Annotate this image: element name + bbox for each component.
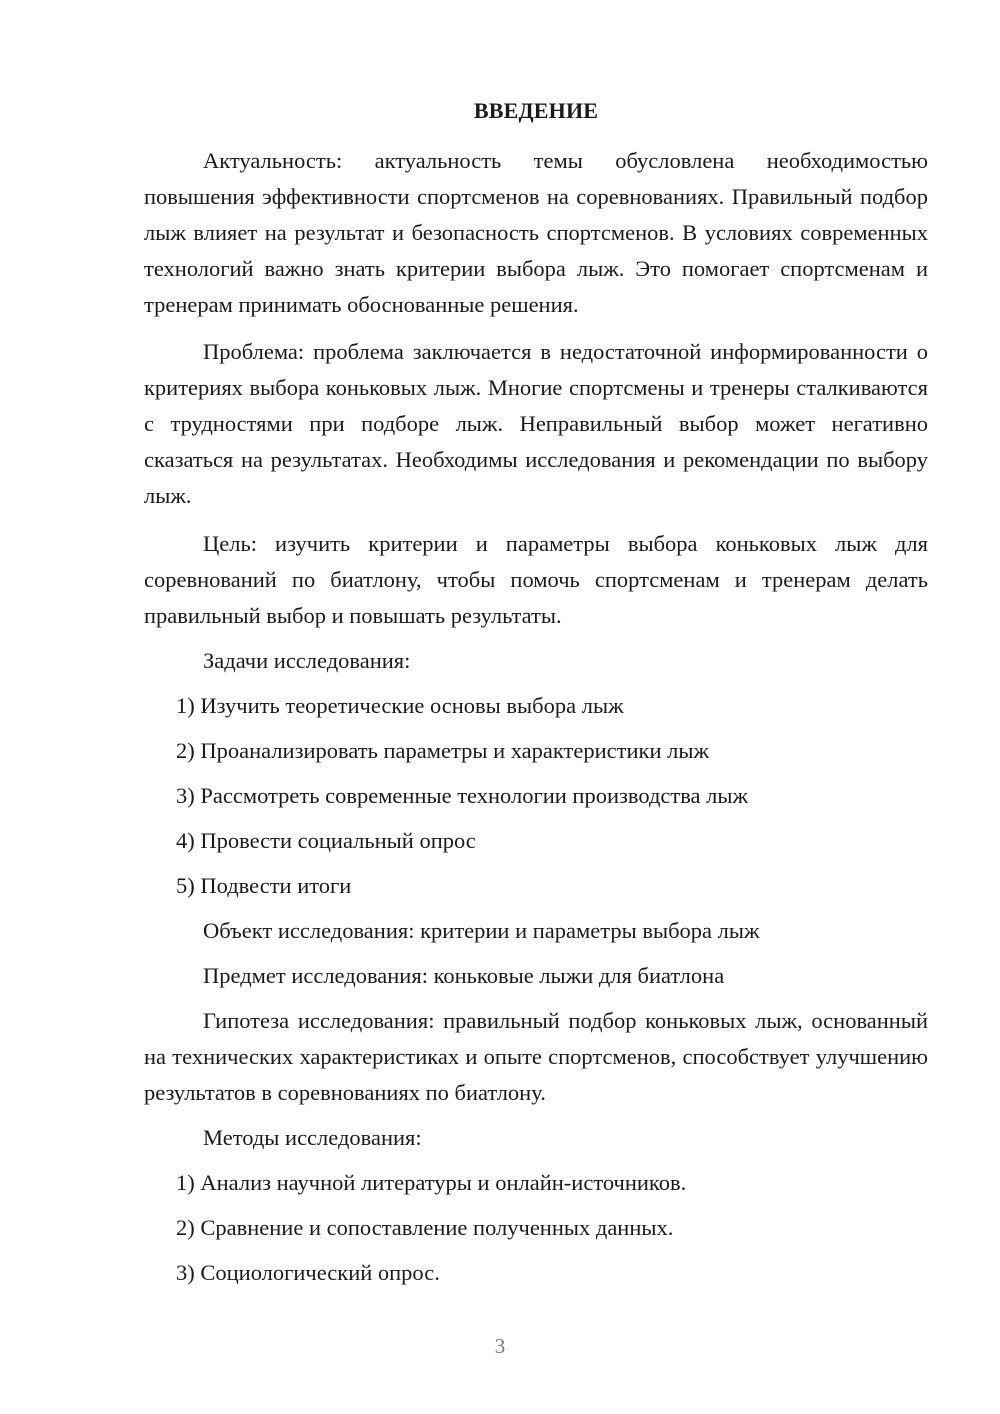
- list-item: 3) Социологический опрос.: [176, 1260, 440, 1285]
- methods-heading: Методы исследования:: [203, 1125, 422, 1150]
- list-item: 1) Анализ научной литературы и онлайн-источников.: [176, 1170, 687, 1195]
- list-item: 5) Подвести итоги: [176, 873, 352, 898]
- subject-line: Предмет исследования: коньковые лыжи для биатлона: [203, 963, 725, 988]
- document-page: [144, 96, 928, 1291]
- methods-list: [144, 1165, 928, 1291]
- hypothesis-paragraph: Гипотеза исследования: правильный подбор коньковых лыж, основанный на технических характеристиках и опыте спортсменов, способствует улучшению результатов в соревнованиях по биатлону.: [144, 1008, 928, 1105]
- tasks-heading: Задачи исследования:: [203, 648, 411, 673]
- goal-paragraph: Цель: изучить критерии и параметры выбора коньковых лыж для соревнований по биатлону, чтобы помочь спортсменам и тренерам делать правильный выбор и повышать результаты.: [144, 531, 928, 628]
- relevance-paragraph: Актуальность: актуальность темы обусловлена необходимостью повышения эффективности спортсменов на соревнованиях. Правильный подбор лыж влияет на результат и безопасность спортсменов. В условиях современных технологий важно знать критерии выбора лыж. Это помогает спортсменам и тренерам принимать обоснованные решения.: [144, 148, 928, 317]
- list-item: 3) Рассмотреть современные технологии производства лыж: [176, 783, 749, 808]
- object-line: Объект исследования: критерии и параметры выбора лыж: [203, 918, 760, 943]
- section-title: ВВЕДЕНИЕ: [473, 98, 599, 123]
- list-item: 1) Изучить теоретические основы выбора лыж: [176, 693, 624, 718]
- tasks-list: [144, 688, 928, 904]
- list-item: 2) Сравнение и сопоставление полученных данных.: [176, 1215, 674, 1240]
- list-item: 2) Проанализировать параметры и характеристики лыж: [176, 738, 710, 763]
- list-item: 4) Провести социальный опрос: [176, 828, 476, 853]
- problem-paragraph: Проблема: проблема заключается в недостаточной информированности о критериях выбора коньковых лыж. Многие спортсмены и тренеры сталкиваются с трудностями при подборе лыж. Неправильный выбор может негативно сказаться на результатах. Необходимы исследования и рекомендации по выбору лыж.: [144, 339, 928, 508]
- page-number: 3: [494, 1334, 506, 1358]
